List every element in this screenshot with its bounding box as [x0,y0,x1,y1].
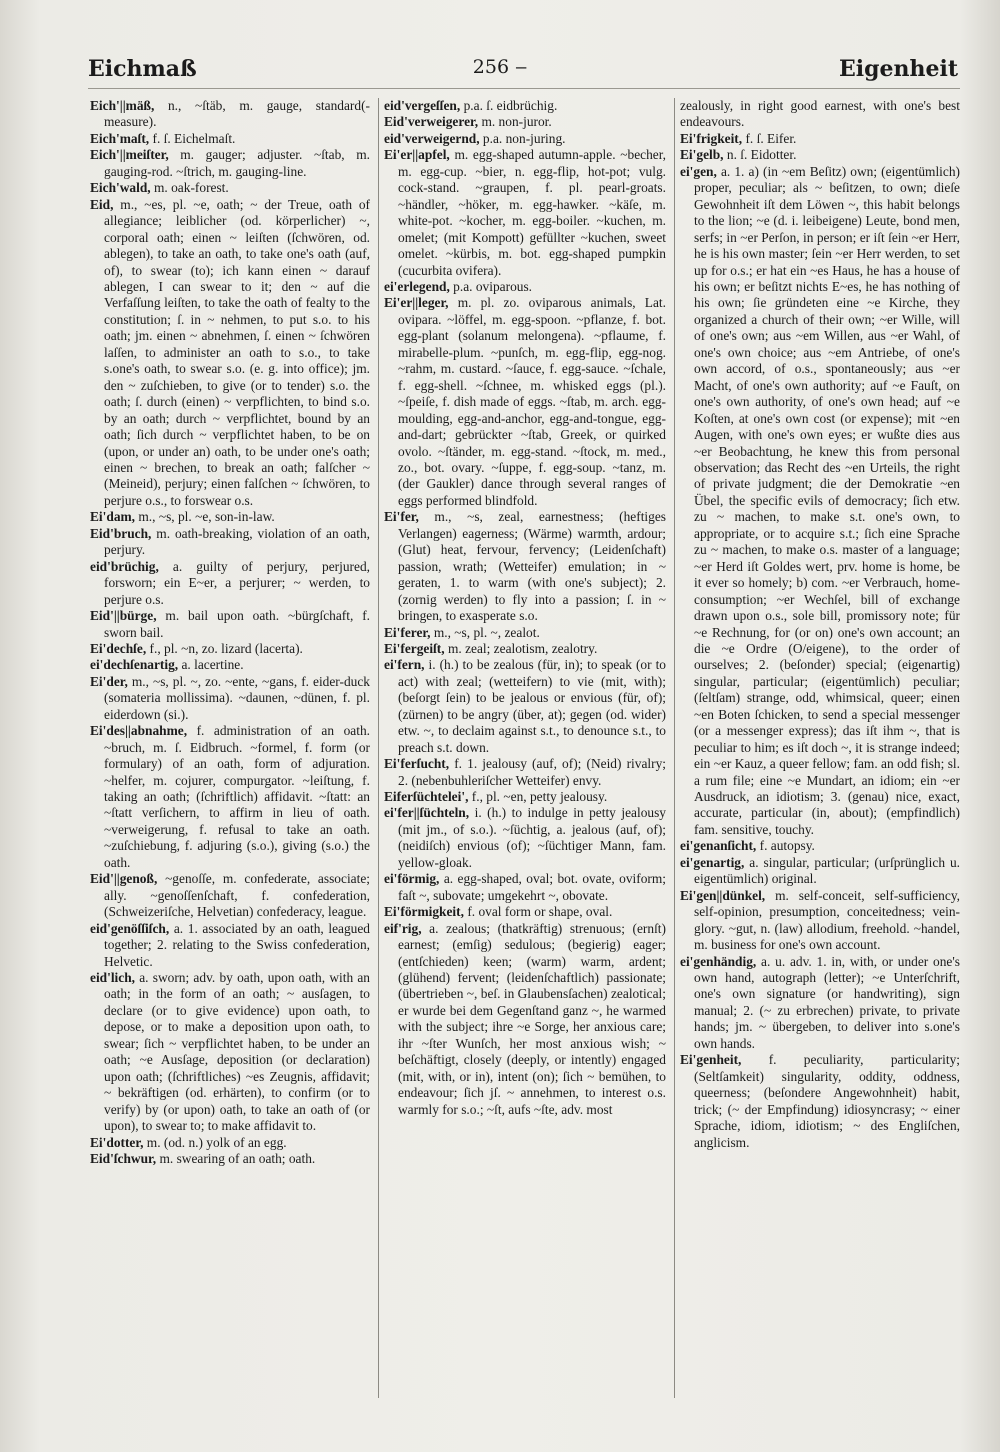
headword: eid'brüchig, [90,558,159,574]
definition-text: m. egg-shaped autumn-apple. ~becher, m. egg-cup. ~bier, n. egg-flip, hot-pot; vulg. cock-stand. ~graupen, f. pl. pearl-groats. ~händler, ~höker, m. egg-hawker. ~käſe, m. white-pot. ~kocher, m. egg-boiler. ~kuchen, m. omelet; (mit Kompott) gefüllter ~kuchen, sweet omelet. ~kürbis, m. bot. egg-shaped pumpkin (cucurbita ovifera). [398,147,666,278]
page-number: 256 ‒ [472,56,528,78]
dictionary-entry [90,674,370,723]
dictionary-entry [90,180,370,196]
headword: ei'förmig, [384,871,440,887]
definition-text: m. pl. zo. oviparous animals, Lat. ovipara. ~löffel, m. egg-spoon. ~pflanze, f. bot. egg-plant (solanum melongena). ~pflaume, f. mirabelle-plum. ~punſch, m. egg-flip, egg-nog. ~rahm, m. custard. ~ſauce, f. egg-sauce. ~ſchale, f. egg-shell. ~ſchnee, m. whisked eggs (pl.). ~ſpeiſe, f. dish made of eggs. ~ſtab, m. arch. egg-moulding, egg-and-anchor, egg-and-tongue, egg-and-dart; gebrückter ~ſtab, Greek, or quirked ovolo. ~ſtänder, m. egg-stand. ~ſtock, m. med., zo., bot. ovary. ~ſuppe, f. egg-soup. ~tanz, m. (der Gaukler) dance through several ranges of eggs performed blindfold. [398,295,666,508]
definition-text: i. (h.) to be zealous (für, in); to speak (or to act) with zeal; (wetteifern) to vie (mit, with); (beſorgt ſein) to be jealous or envious (für, of); (zürnen) to be angry (über, at); gegen (od. wider) etw. ~, to declaim against s.t., to denounce s.t., to preach s.t. down. [398,657,666,755]
headword: Eid'ſchwur, [90,1151,157,1166]
column-left [90,98,370,1410]
definition-text: m. non-juror. [478,114,552,130]
column-right [680,98,960,1410]
definition-text: f. peculiarity, particularity; (Seltſamkeit) singularity, oddity, oddness, queerness; (beſondere Angewohnheit) habit, trick; (~ der Empfindung) idiosyncrasy; ~ einer Sprache, idiom, idiotism; ~ des Engliſchen, anglicism. [694,1052,960,1150]
headword: Ei'er||leger, [384,295,449,311]
definition-text: p.a. ſ. eidbrüchig. [460,98,558,113]
definition-text: p.a. oviparous. [449,278,533,294]
dictionary-entry [384,921,666,1118]
headword: ei'fern, [384,657,425,673]
dictionary-entry [384,147,666,279]
dictionary-entry [90,147,370,180]
dictionary-entry [384,625,666,641]
headword: Ei'fergeiſt, [384,640,445,656]
headword: Eich'wald, [90,180,151,196]
dictionary-entry [384,114,666,130]
headword: Ei'ferſucht, [384,756,450,772]
headword: Ei'frigkeit, [680,130,743,146]
headword: Ei'ferer, [384,624,431,640]
dictionary-entry [384,789,666,805]
definition-text: m. oak-forest. [150,180,229,196]
headword: Eid'||genoß, [90,871,158,887]
page-header [0,50,1000,86]
definition-text: zealously, in right good earnest, with one's best endeavours. [680,98,960,130]
dictionary-entry [680,1052,960,1151]
headword: Eid'verweigerer, [384,114,479,130]
dictionary-entry [90,509,370,525]
headword: Ei'er||apfel, [384,147,450,163]
dictionary-entry [384,657,666,756]
headword: Eid'bruch, [90,525,152,541]
dictionary-entry [90,657,370,673]
definition-text: a. egg-shaped, oval; bot. ovate, oviform; faſt ~, subovate; umgekehrt ~, obovate. [398,871,666,903]
definition-text: n., ~ſtäb, m. gauge, standard(-measure). [104,98,370,130]
dictionary-entry [384,904,666,920]
dictionary-entry [90,608,370,641]
dictionary-entry [90,98,370,131]
headword: Ei'genheit, [680,1052,742,1068]
definition-text: m. zeal; zealotism, zealotry. [444,640,598,656]
column-divider [674,98,675,1398]
dictionary-entry [90,1151,370,1167]
headword: Eid'||bürge, [90,608,157,624]
definition-text: f. oval form or shape, oval. [463,904,613,920]
dictionary-entry [90,921,370,970]
dictionary-entry [680,954,960,1053]
header-rule [88,88,960,89]
definition-text: a. 1. associated by an oath, leagued together; 2. relating to the Swiss confederation, Helvetic. [104,920,370,969]
headword: Eich'||meiſter, [90,147,169,163]
headword: Ei'der, [90,673,128,689]
dictionary-entry [384,756,666,789]
headword: eid'genöſſiſch, [90,920,170,936]
dictionary-entry [384,509,666,624]
headword: Ei'dam, [90,509,136,525]
column-middle [384,98,666,1410]
guide-word-right: Eigenheit [838,56,958,82]
definition-text: n. ſ. Eidotter. [723,147,797,163]
headword: Ei'fer, [384,509,419,525]
definition-text: m. oath-breaking, violation of an oath, perjury. [104,525,370,558]
definition-text: ~genoſſe, m. confederate, associate; ally. ~genoſſenſchaft, f. confederation, (Schweizeriſche, Helvetian) confederacy, league. [104,871,370,920]
headword: Eiferſüchtelei', [384,789,469,805]
dictionary-entry [680,838,960,854]
dictionary-entry [384,871,666,904]
headword: Eid, [90,196,114,212]
dictionary-entry [90,131,370,147]
dictionary-entry [384,131,666,147]
definition-text: m. bail upon oath. ~bürgſchaft, f. sworn bail. [104,608,370,640]
dictionary-entry [384,98,666,114]
headword: Ei'dotter, [90,1134,144,1150]
definition-text: m. self-conceit, self-sufficiency, self-opinion, presumption, conceitedness; vein-glory. ~gut, n. (law) allodium, freehold. ~handel, m. business for one's own account. [694,887,960,953]
headword: ei'genhändig, [680,953,757,969]
headword: Ei'des||abnahme, [90,723,188,739]
dictionary-entry [90,970,370,1135]
headword: ei'fer||ſüchteln, [384,805,470,821]
dictionary-entry [680,131,960,147]
definition-text: m., ~s, zeal, earnestness; (heftiges Verlangen) eagerness; (Wärme) warmth, ardour; (Glut) heat, fervour, fervency; (Leidenſchaft) passion, wrath; (Wetteifer) emulation; in ~ geraten, 1. to warm (with one's subject); 2. (zornig werden) to fly into a passion; ſ. in ~ bringen, to exasperate s.o. [398,509,666,624]
dictionary-entry [384,641,666,657]
definition-text: m., ~s, pl. ~, zo. ~ente, ~gans, f. eider-duck (somateria mollissima). ~daunen, ~dünen, f. pl. eiderdown (si.). [104,673,370,722]
definition-text: i. (h.) to indulge in petty jealousy (mit jm., of s.o.). ~ſüchtig, a. jealous (auf, of); (neidiſch) envious (of); ~ſüchtiger Mann, fam. yellow-gloak. [398,805,666,870]
definition-text: m., ~s, pl. ~, zealot. [430,624,540,640]
definition-text: f. 1. jealousy (auf, of); (Neid) rivalry; 2. (nebenbuhleriſcher Wetteifer) envy. [398,756,666,788]
dictionary-entry [384,295,666,509]
dictionary-entry [90,871,370,920]
headword: Ei'förmigkeit, [384,904,464,920]
headword: ei'genartig, [680,854,745,870]
definition-text: a. u. adv. 1. in, with, or under one's own hand, autograph (letter); ~e Unterſchrift, one's own signature (or handwriting), sign manual; 2. (~ zu erbrechen) private, to private hands; jm. ~ übergeben, to deliver into s.one's own hands. [694,953,960,1051]
headword: ei'dechſenartig, [90,657,179,673]
definition-text: f., pl. ~en, petty jealousy. [468,789,608,805]
definition-text: m., ~es, pl. ~e, oath; ~ der Treue, oath of allegiance; leiblicher (od. körperlicher) ~, corporal oath; einen ~ leiſten (ſchwören, od. ablegen), to take an oath, to take one's oath (auf, of), to swear (to); ich kann einen ~ darauf ablegen, I can swear to it; den ~ auf die Verfaſſung leiſten, to take the oath of fealty to the constitution; ſ. in ~ nehmen, to put s.o. to his oath; jm. einen ~ abnehmen, ſ. einen ~ ſchwören laſſen, to administer an oath to s.o., to take s.one's oath, to swear s.o. (e. g. into office); jm. den ~ zuſchieben, to give (or to tender) s.o. the oath; ſ. durch (einen) ~ verpflichten, to bind s.o. by an oath; durch ~ verpflichtet, bound by an oath; ſich durch ~ verpflichtet haben, to be on (upon, or under an) oath, to be under one's oath; einen ~ brechen, to break an oath; falſcher ~ (Meineid), perjury; einen falſchen ~ ſchwören, to perjure o.s., to forswear o.s. [104,196,370,508]
definition-text: a. sworn; adv. by oath, upon oath, with an oath; in the form of an oath; ~ ausſagen, to declare (or to give evidence) upon oath, to depose, or to make a deposition upon oath, to swear; ſich ~ verpflichtet haben, to be under an oath; ~e Ausſage, deposition (or declaration) upon oath; (ſchriftliches) ~es Zeugnis, affidavit; ~ bekräftigen (od. erhärten), to confirm (or to verify) by (or upon) oath, to take an oath of (or upon), to swear to; to make affidavit to. [104,970,370,1134]
headword: eif'rig, [384,920,422,936]
definition-text: m. swearing of an oath; oath. [156,1151,316,1166]
definition-text: f. autopsy. [756,838,815,854]
dictionary-entry [680,147,960,163]
dictionary-entry [680,164,960,839]
definition-text: m., ~s, pl. ~e, son-in-law. [135,509,275,525]
headword: Eich'||mäß, [90,98,155,113]
headword: Ei'gelb, [680,147,724,163]
headword: Ei'gen||dünkel, [680,887,766,903]
definition-text: m. gauger; adjuster. ~ſtab, m. gauging-rod. ~ſtrich, m. gauging-line. [104,147,370,179]
dictionary-entry [680,888,960,954]
dictionary-entry [384,279,666,295]
dictionary-entry [90,526,370,559]
headword: ei'gen, [680,163,717,179]
dictionary-entry [90,641,370,657]
dictionary-entry [680,855,960,888]
dictionary-entry [90,559,370,608]
definition-text: f. administration of an oath. ~bruch, m. ſ. Eidbruch. ~formel, f. form (or formulary) of an oath, form of adjuration. ~helfer, m. cojurer, compurgator. ~leiſtung, f. taking an oath; (ſchriftlich) affidavit. ~ſtatt: an ~ſtatt verſichern, to affirm in lieu of oath. ~verweigerung, f. refusal to take an oath. ~zuſchiebung, f. adjuring (s.o.), giving (s.o.) the oath. [104,723,370,870]
definition-text: f. ſ. Eifer. [742,130,797,146]
headword: ei'erlegend, [384,278,450,294]
definition-text: m. (od. n.) yolk of an egg. [143,1134,287,1150]
headword: eid'lich, [90,970,136,986]
dictionary-entry [680,98,960,131]
definition-text: a. lacertine. [178,657,244,673]
definition-text: a. zealous; (thatkräftig) strenuous; (ernſt) earnest; (emſig) sedulous; (begierig) eager; (entſchieden) keen; (warm) warm, ardent; (glühend) fervent; (leidenſchaftlich) passionate; (übertrieben ~, beſ. in Glaubensſachen) zealotical; er wurde bei dem Gegenſtand ganz ~, he warmed with the subject; ihre ~e Sorge, her anxious care; ihr ~ſter Wunſch, her most anxious wish; ~ beſchäftigt, closely (deeply, or intently) engaged (mit, with, or in), intent (on); ſich ~ bemühen, to endeavour; ſich jſ. ~ annehmen, to interest o.s. warmly for s.o.; ~ſt, aufs ~ſte, adv. most [398,920,666,1117]
dictionary-entry [90,1135,370,1151]
headword: ei'genanſicht, [680,838,757,854]
definition-text: p.a. non-juring. [479,130,566,146]
headword: eid'vergeſſen, [384,98,461,113]
headword: Ei'dechſe, [90,640,147,656]
definition-text: f., pl. ~n, zo. lizard (lacerta). [146,640,303,656]
headword: eid'verweigernd, [384,130,480,146]
dictionary-entry [90,197,370,510]
guide-word-left: Eichmaß [88,56,197,82]
dictionary-entry [90,723,370,871]
column-divider [378,98,379,1398]
definition-text: a. 1. a) (in ~em Beſitz) own; (eigentümlich) proper, peculiar; als ~ beſitzen, to own; dieſe Gewohnheit iſt dem Löwen ~, this habit belongs to the lion; ~e (d. i. leibeigene) Leute, bond men, serfs; in ~er Perſon, in person; er iſt ſein ~er Herr, he is his own master; ſein ~er Herr werden, to set up for o.s.; er hat ein ~es Haus, he has a house of his own; er beſitzt nichts E~es, he has nothing of his own; ſie gründeten eine ~e Kirche, they organized a church of their own; ~er Wille, will of one's own; aus ~em Willen, aus ~er Wahl, of one's own choice; aus ~em Antriebe, of one's own accord, of o.s., spontaneously; aus ~er Macht, of one's own authority; auf ~e Fauſt, on one's own authority, of one's own head; auf ~e Koſten, at one's own cost (or expense); mit ~en Augen, with one's own eyes; er wußte dies aus ~er Beobachtung, he knew this from personal observation; das Recht des ~en Urteils, the right of private judgment; die der Demokratie ~en Übel, the specific evils of democracy; ſich etw. zu ~ machen, to make s.t. one's own, to appropriate, or to acquire s.t.; ſich eine Sprache zu ~ machen, to make o.s. master of a language; ~er Herd iſt Goldes wert, prv. home is home, be it ever so homely; b) com. ~er Verbrauch, home-consumption; ~er Wechſel, bill of exchange drawn upon o.s., sole bill, promissory note; für ~e Rechnung, for (or on) one's own account; an die ~e Ordre (O/eigene), to the order of ourselves; 2. (beſonder) special; (eigenartig) singular, particular; (eigentümlich) peculiar; (ſeltſam) strange, odd, whimsical, queer; einen ~en Boten ſchicken, to send a special messenger (or a messenger express); das iſt ihm ~, that is peculiar to him; es iſt doch ~, it is strange indeed; ein ~er Kauz, a queer fellow; fam. an odd fish; sl. a rum file; eine ~e Mundart, an idiom; ein ~er Ausdruck, an idiotism; 3. (genau) nice, exact, accurate, particular (in, about); (empfindlich) fam. sensitive, touchy. [694,163,960,837]
definition-text: a. guilty of perjury, perjured, forsworn; ein E~er, a perjurer; ~ werden, to perjure o.s. [104,558,370,607]
dictionary-entry [384,805,666,871]
headword: Eich'maſt, [90,130,150,146]
definition-text: a. singular, particular; (urſprünglich u. eigentümlich) original. [694,854,960,887]
definition-text: f. ſ. Eichelmaſt. [149,130,236,146]
